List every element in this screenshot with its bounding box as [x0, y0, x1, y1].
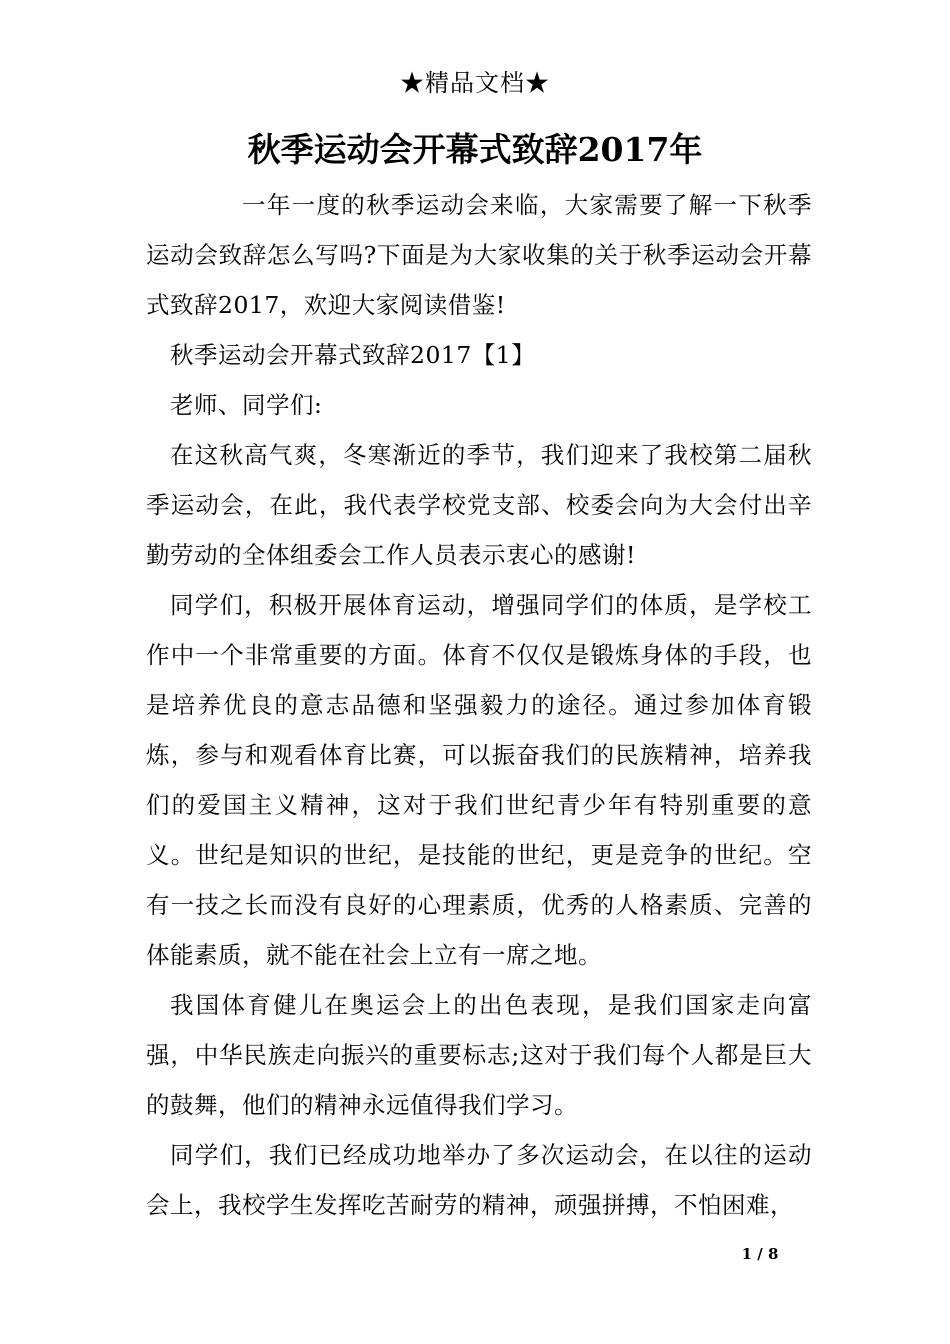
page-header: ★精品文档★ [400, 69, 550, 97]
document-body [146, 180, 812, 1230]
paragraph: 同学们，我们已经成功地举办了多次运动会，在以往的运动会上，我校学生发挥吃苦耐劳的精神，顽强拼搏，不怕困难， [146, 1141, 812, 1219]
paragraph-intro: 一年一度的秋季运动会来临，大家需要了解一下秋季运动会致辞怎么写吗?下面是为大家收集的关于秋季运动会开幕式致辞2017，欢迎大家阅读借鉴! [146, 191, 812, 319]
page-number: 1 / 8 [741, 1245, 779, 1263]
paragraph: 我国体育健儿在奥运会上的出色表现，是我们国家走向富强，中华民族走向振兴的重要标志;这对于我们每个人都是巨大的鼓舞，他们的精神永远值得我们学习。 [146, 991, 812, 1119]
salutation: 老师、同学们: [170, 391, 323, 419]
paragraph: 同学们，积极开展体育运动，增强同学们的体质，是学校工作中一个非常重要的方面。体育不仅仅是锻炼身体的手段，也是培养优良的意志品德和坚强毅力的途径。通过参加体育锻炼，参与和观看体育比赛，可以振奋我们的民族精神，培养我们的爱国主义精神，这对于我们世纪青少年有特别重要的意义。世纪是知识的世纪，是技能的世纪，更是竞争的世纪。空有一技之长而没有良好的心理素质，优秀的人格素质、完善的体能素质，就不能在社会上立有一席之地。 [146, 591, 812, 969]
paragraph: 在这秋高气爽，冬寒渐近的季节，我们迎来了我校第二届秋季运动会，在此，我代表学校党支部、校委会向为大会付出辛勤劳动的全体组委会工作人员表示衷心的感谢! [146, 441, 812, 569]
section-heading: 秋季运动会开幕式致辞2017【1】 [170, 341, 536, 369]
document-title: 秋季运动会开幕式致辞2017年 [247, 130, 703, 169]
